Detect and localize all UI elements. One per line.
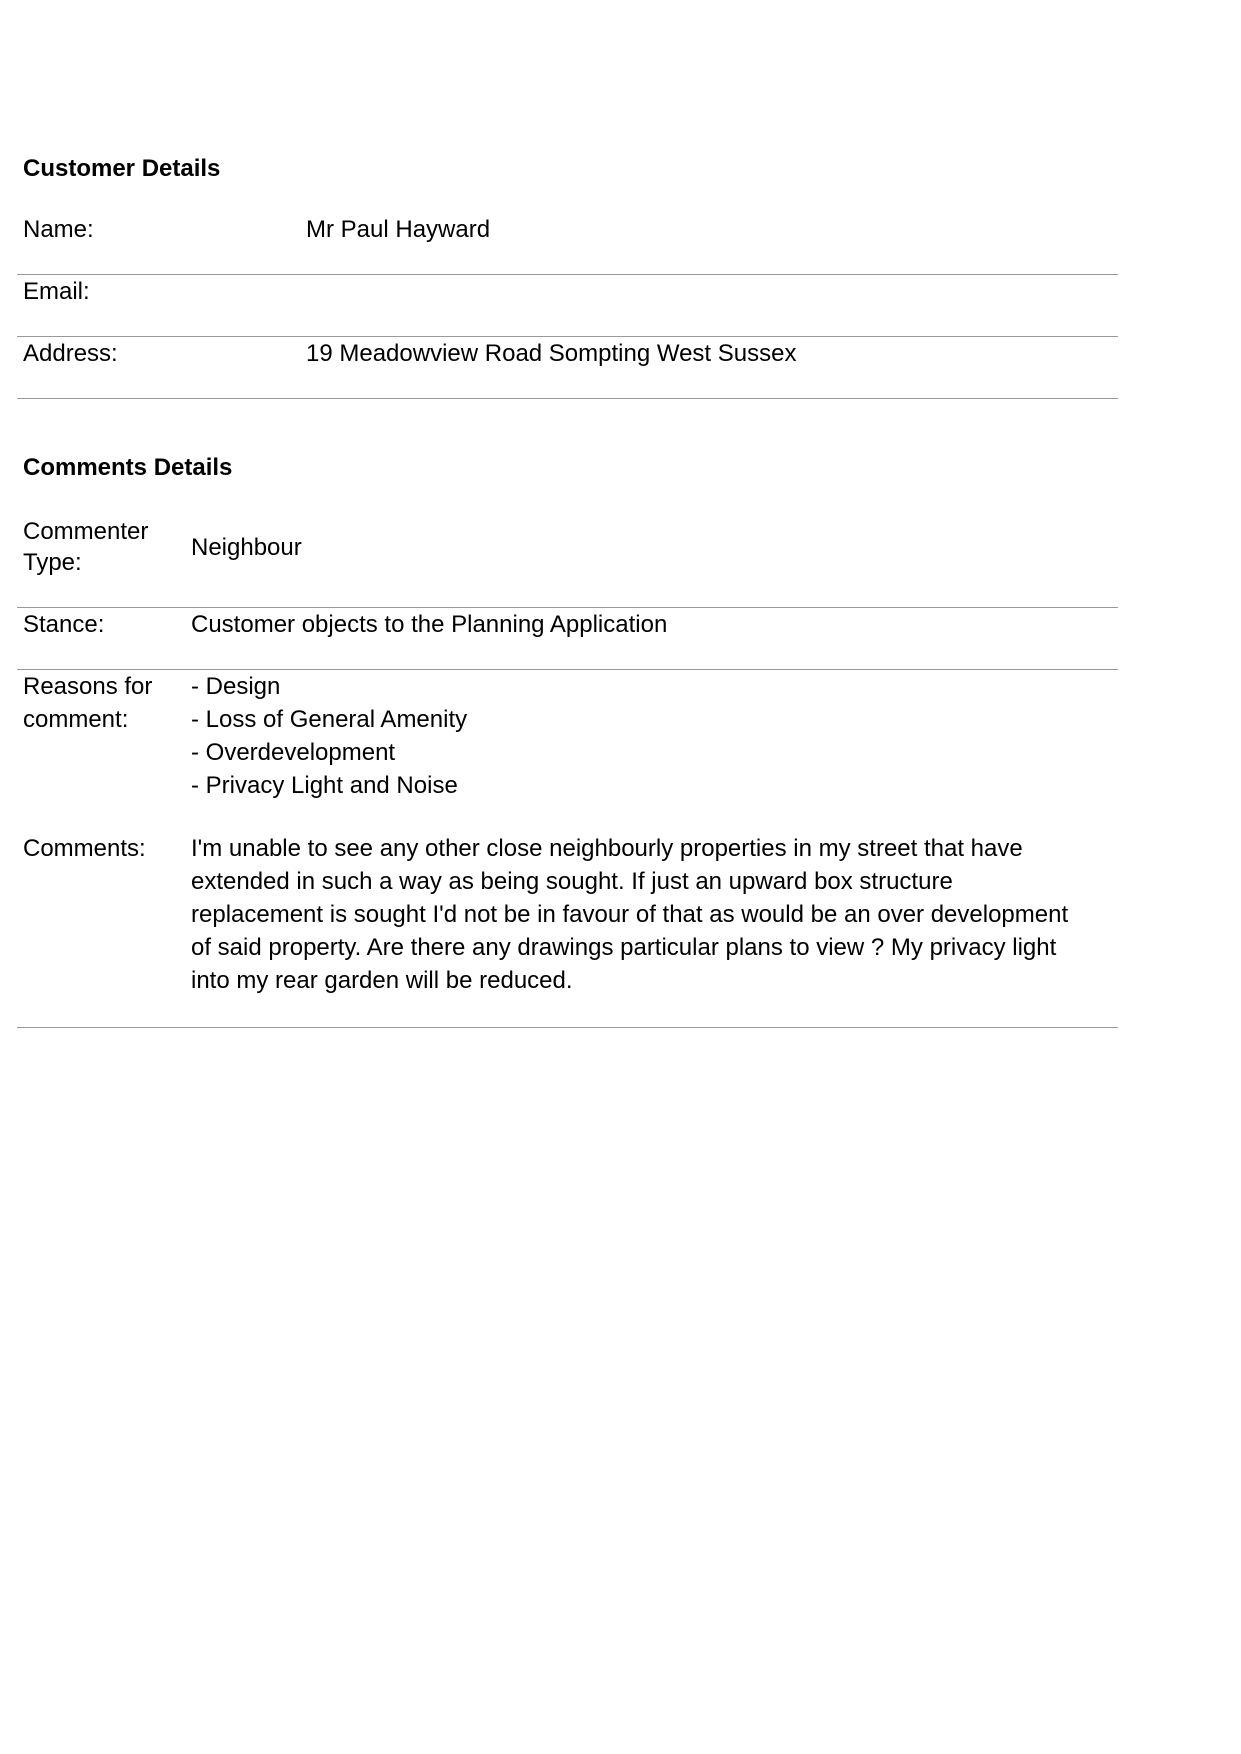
reason-item: - Privacy Light and Noise xyxy=(191,772,458,799)
commenter-type-row xyxy=(17,512,1118,608)
stance-label: Stance: xyxy=(23,611,105,638)
email-label: Email: xyxy=(23,278,90,305)
commenter-type-label xyxy=(23,516,148,578)
comments-value xyxy=(191,832,1114,997)
reasons-comments-row xyxy=(17,670,1118,1028)
comments-label: Comments: xyxy=(23,835,146,862)
reasons-label xyxy=(23,670,152,736)
commenter-type-label-line1: Commenter xyxy=(23,518,149,545)
reason-item: - Overdevelopment xyxy=(191,739,396,766)
name-row xyxy=(17,213,1118,275)
comments-line: extended in such a way as being sought. If just an upward box structure xyxy=(191,868,953,895)
reason-item: - Loss of General Amenity xyxy=(191,706,468,733)
customer-details-title: Customer Details xyxy=(23,155,221,182)
comments-line: into my rear garden will be reduced. xyxy=(191,967,573,994)
reasons-label-line1: Reasons for xyxy=(23,673,153,700)
comments-details-title: Comments Details xyxy=(23,454,233,481)
address-label: Address: xyxy=(23,340,118,367)
comments-text xyxy=(191,832,1114,997)
comments-line: replacement is sought I'd not be in favour of that as would be an over development xyxy=(191,901,1069,928)
address-value: 19 Meadowview Road Sompting West Sussex xyxy=(306,340,797,367)
stance-value: Customer objects to the Planning Application xyxy=(191,611,668,638)
comments-line: of said property. Are there any drawings particular plans to view ? My privacy light xyxy=(191,934,1057,961)
comments-line: I'm unable to see any other close neighbourly properties in my street that have xyxy=(191,835,1023,862)
address-row xyxy=(17,337,1118,399)
name-value: Mr Paul Hayward xyxy=(306,216,491,243)
name-label: Name: xyxy=(23,216,94,243)
reasons-list xyxy=(191,670,1114,802)
commenter-type-label-line2: Type: xyxy=(23,549,82,576)
reasons-label-line2: comment: xyxy=(23,706,129,733)
reason-item: - Design xyxy=(191,673,281,700)
commenter-type-value: Neighbour xyxy=(191,534,302,561)
email-row xyxy=(17,275,1118,337)
stance-row xyxy=(17,608,1118,670)
reasons-value xyxy=(191,670,1114,802)
